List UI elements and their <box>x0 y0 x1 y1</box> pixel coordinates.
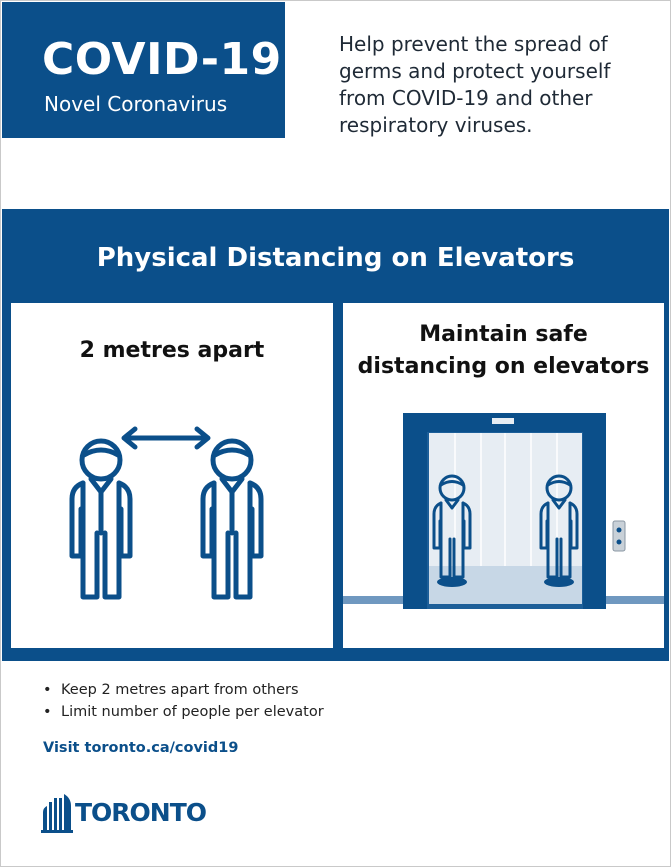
distancing-banner <box>2 209 669 661</box>
intro-line: Help prevent the spread of <box>339 32 608 56</box>
panel-two-metres <box>11 303 333 648</box>
panel-elevator <box>343 303 664 648</box>
intro-text <box>339 31 657 139</box>
bullet-marker: • <box>43 682 52 698</box>
panel-title-two-metres: 2 metres apart <box>79 338 265 363</box>
toronto-city-hall-icon <box>41 794 73 834</box>
tips-list <box>41 679 324 723</box>
intro-line: respiratory viruses. <box>339 113 533 137</box>
badge-title: COVID-19 <box>42 34 282 85</box>
covid-badge <box>2 2 285 138</box>
panel-title-line: distancing on elevators <box>357 354 650 379</box>
tip-text: Keep 2 metres apart from others <box>61 682 299 698</box>
two-people-distance-icon <box>11 303 333 648</box>
elevator-illustration <box>343 303 664 648</box>
intro-line: germs and protect yourself <box>339 59 611 83</box>
logo-wordmark: TORONTO <box>75 798 207 827</box>
badge-subtitle: Novel Coronavirus <box>44 92 228 116</box>
list-item <box>41 679 324 701</box>
tip-text: Limit number of people per elevator <box>61 704 324 720</box>
toronto-logo <box>41 794 207 834</box>
intro-line: from COVID-19 and other <box>339 86 593 110</box>
banner-title: Physical Distancing on Elevators <box>96 243 575 273</box>
list-item <box>41 701 324 723</box>
panel-title-line: Maintain safe <box>419 322 588 347</box>
visit-link[interactable]: Visit toronto.ca/covid19 <box>43 740 239 756</box>
bullet-marker: • <box>43 704 52 720</box>
